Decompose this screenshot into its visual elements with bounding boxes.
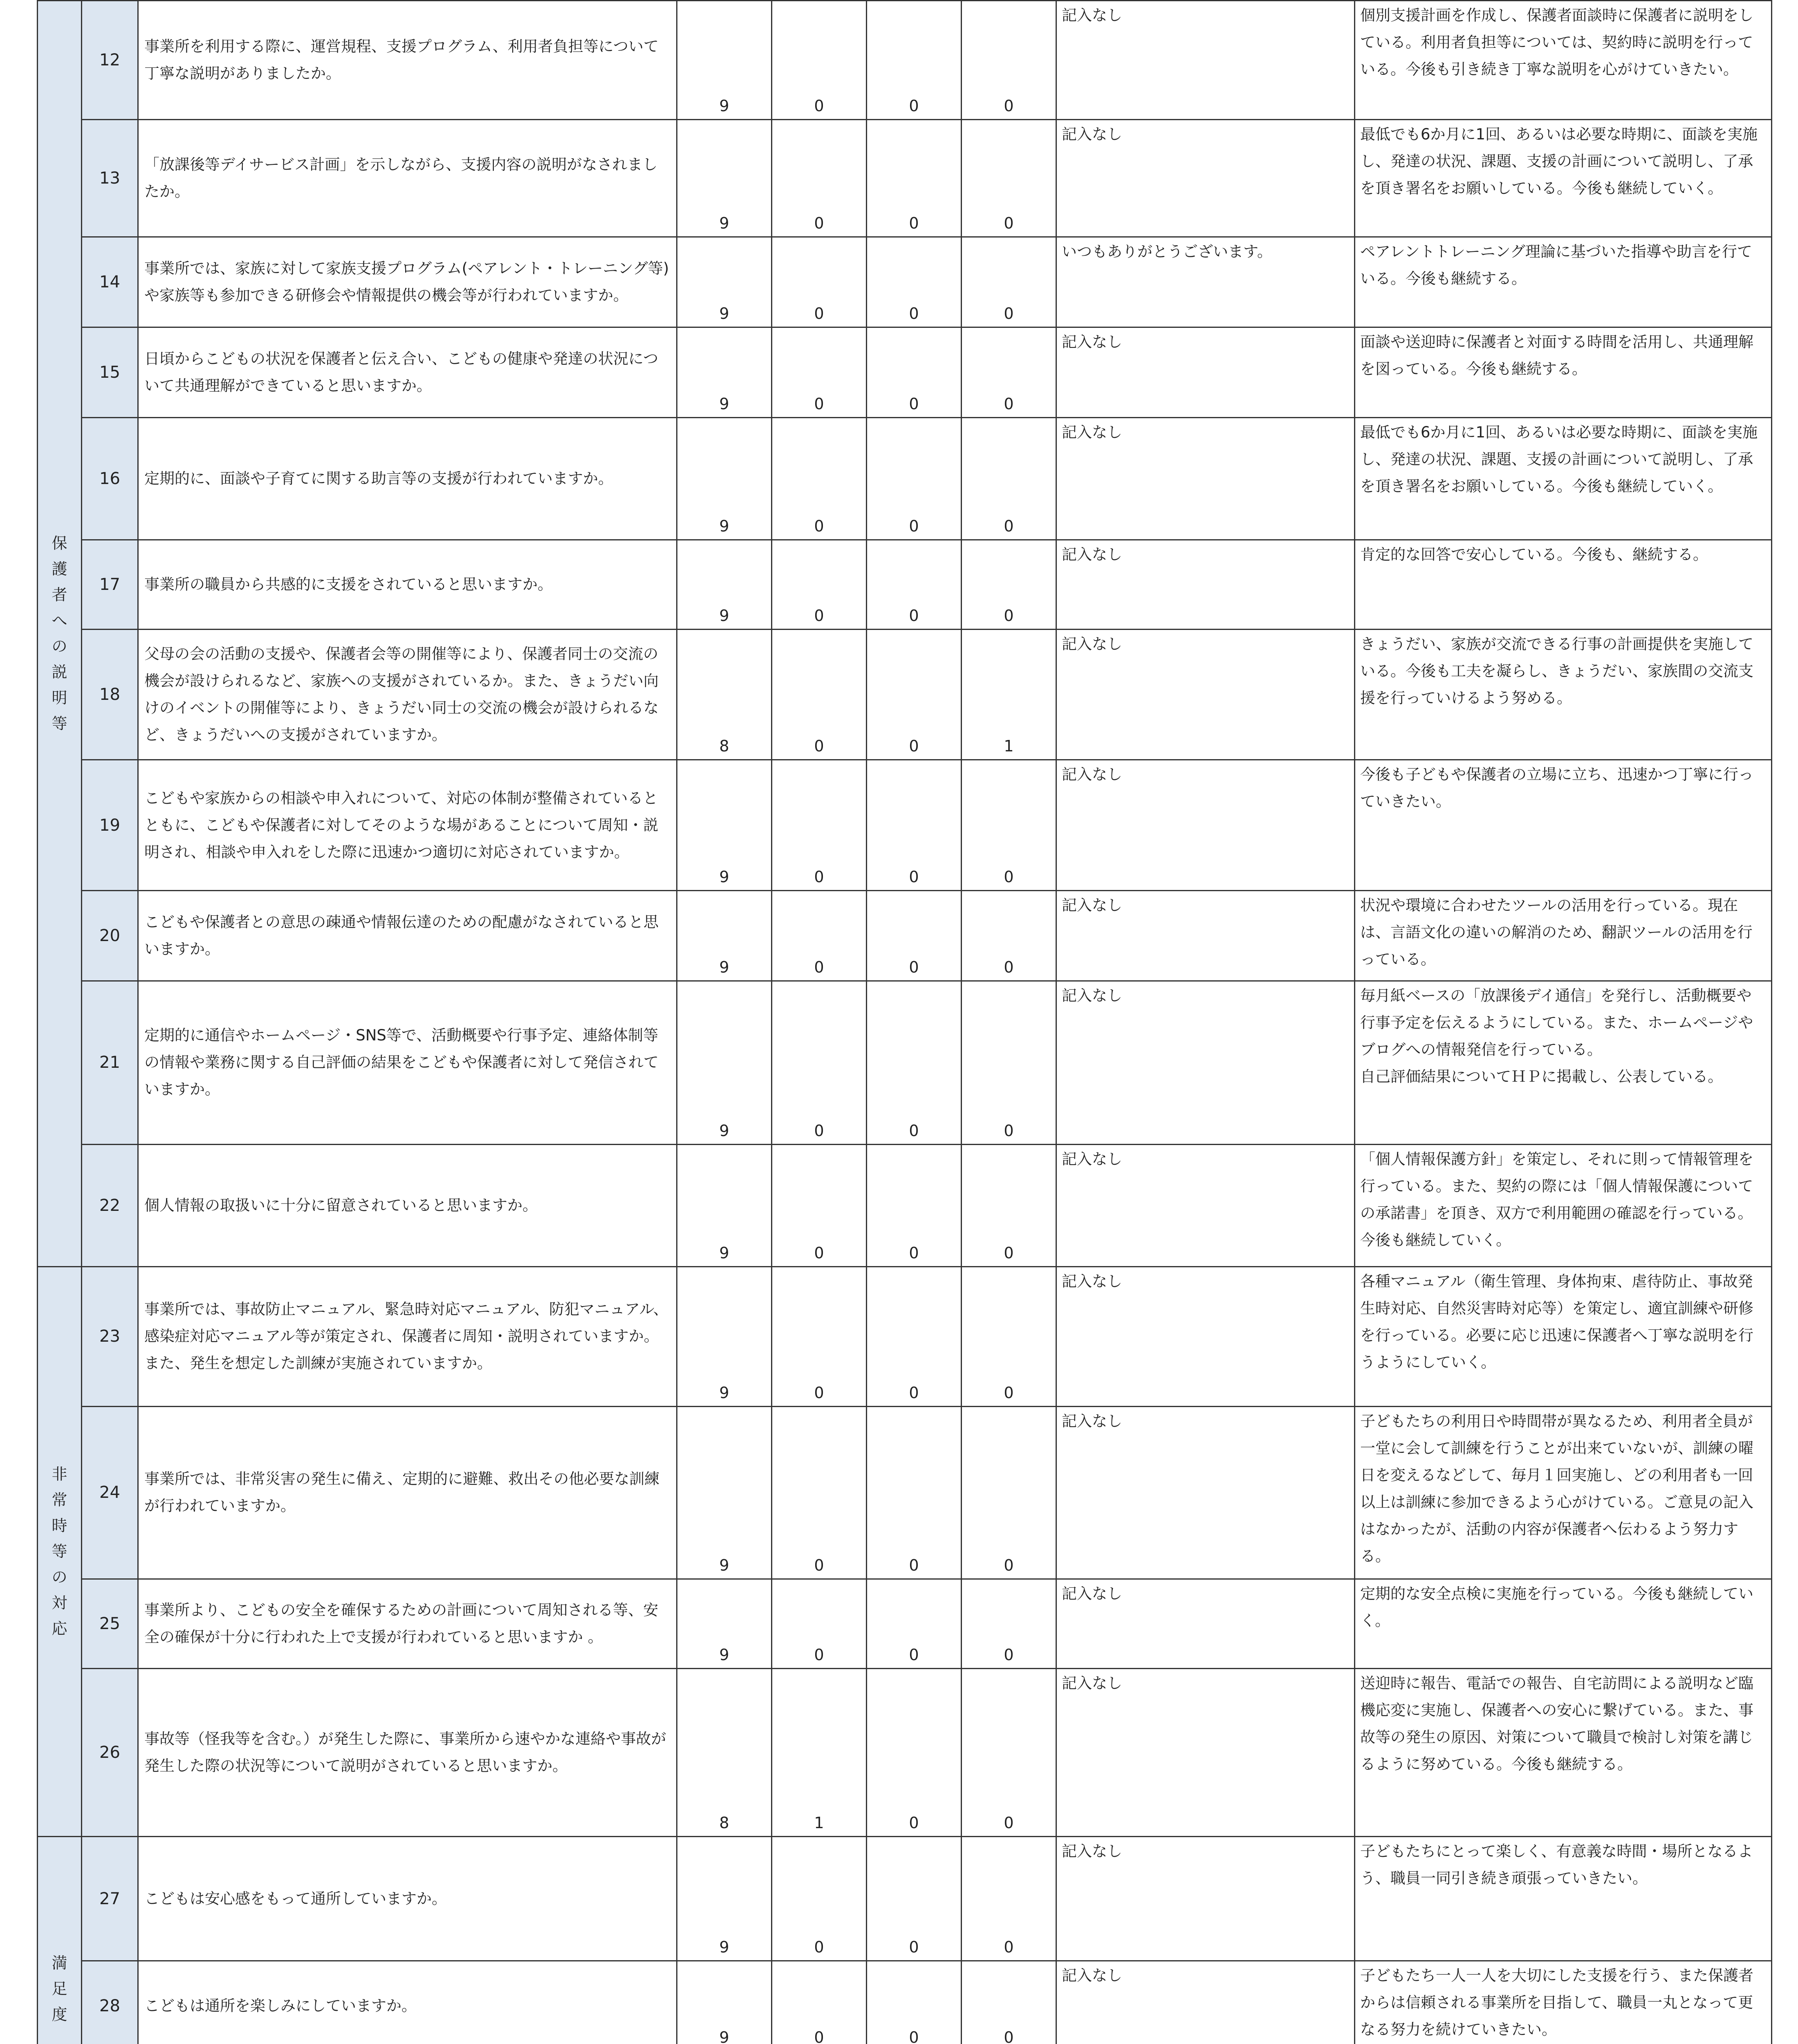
answer-count-cell [867,760,962,890]
table-row [38,1,1772,120]
facility-response-cell [1355,1144,1772,1266]
parent-comment-cell [1056,327,1355,417]
question-text: 定期的に、面談や子育てに関する助言等の支援が行われていますか。 [144,469,613,487]
facility-response-cell [1355,417,1772,540]
answer-count: 0 [909,737,919,755]
parent-comment: 記入なし [1062,7,1122,24]
parent-comment-cell [1056,1,1355,120]
facility-response: 定期的な安全点検に実施を行っている。今後も継続していく。 [1360,1585,1753,1629]
category-label: 満足度 [52,1954,67,2024]
answer-count-cell [677,327,772,417]
table-row [38,540,1772,629]
answer-count: 0 [909,1121,919,1140]
question-number: 17 [82,540,138,629]
answer-count: 9 [719,1556,729,1574]
answer-count: 0 [814,867,824,886]
answer-count-cell [677,1579,772,1668]
answer-count: 0 [814,97,824,115]
answer-count: 0 [1004,606,1014,625]
question-text: 日頃からこどもの状況を保護者と伝え合い、こどもの健康や発達の状況について共通理解ができていると思いますか。 [144,350,659,394]
question-cell [138,1961,677,2044]
facility-response-cell [1355,981,1772,1144]
answer-count-cell [677,1144,772,1266]
answer-count-cell [867,1,962,120]
answer-count-cell [772,1267,867,1407]
answer-count: 0 [1004,214,1014,232]
answer-count-cell [962,237,1056,327]
answer-count-cell [677,1837,772,1961]
answer-count: 0 [814,1383,824,1402]
question-number: 12 [82,1,138,120]
answer-count-cell [867,1406,962,1579]
answer-count-cell [677,1267,772,1407]
facility-response-cell [1355,120,1772,237]
answer-count: 1 [814,1814,824,1832]
answer-count-cell [962,1668,1056,1837]
answer-count: 0 [1004,517,1014,535]
table-row [38,120,1772,237]
answer-count: 0 [814,958,824,976]
answer-count: 0 [1004,1556,1014,1574]
question-text: 事業所では、非常災害の発生に備え、定期的に避難、救出その他必要な訓練が行われていますか。 [144,1470,660,1515]
facility-response: 最低でも6か月に1回、あるいは必要な時期に、面談を実施し、発達の状況、課題、支援の計画について説明し、了承を頂き署名をお願いしている。今後も継続していく。 [1360,126,1758,197]
question-number: 23 [82,1267,138,1407]
facility-response: 今後も子どもや保護者の立場に立ち、迅速かつ丁寧に行っていきたい。 [1360,766,1753,811]
answer-count: 0 [909,394,919,413]
parent-comment-cell [1056,1837,1355,1961]
answer-count-cell [962,890,1056,981]
facility-response: 「個人情報保護方針」を策定し、それに則って情報管理を行っている。また、契約の際には「個人情報保護についての承諾書」を頂き、双方で利用範囲の確認を行っている。今後も継続していく。 [1360,1150,1753,1249]
table-row [38,760,1772,890]
question-text: 事業所の職員から共感的に支援をされていると思いますか。 [144,575,553,593]
answer-count-cell [867,327,962,417]
answer-count: 0 [814,304,824,323]
answer-count: 0 [909,1244,919,1262]
answer-count: 9 [719,304,729,323]
answer-count: 0 [909,958,919,976]
answer-count: 8 [719,1814,729,1832]
facility-response-cell [1355,1267,1772,1407]
question-number: 14 [82,237,138,327]
parent-comment: 記入なし [1062,423,1122,441]
question-number: 13 [82,120,138,237]
parent-comment-cell [1056,981,1355,1144]
parent-comment: 記入なし [1062,896,1122,914]
answer-count-cell [677,540,772,629]
answer-count: 0 [1004,1121,1014,1140]
answer-count-cell [677,890,772,981]
facility-response-cell [1355,327,1772,417]
question-text: こどもや家族からの相談や申入れについて、対応の体制が整備されているとともに、こどもや保護者に対してそのような場があることについて周知・説明され、相談や申入れをした際に迅速かつ適切に対応されていますか。 [144,789,659,861]
answer-count-cell [772,417,867,540]
parent-comment: 記入なし [1062,1585,1122,1602]
facility-response-cell [1355,1,1772,120]
parent-comment-cell [1056,1267,1355,1407]
table-row [38,1837,1772,1961]
answer-count-cell [962,327,1056,417]
facility-response: 状況や環境に合わせたツールの活用を行っている。現在は、言語文化の違いの解消のため、翻訳ツールの活用を行っている。 [1360,896,1753,968]
answer-count-cell [962,1837,1056,1961]
question-cell [138,540,677,629]
question-number: 22 [82,1144,138,1266]
answer-count: 0 [814,1645,824,1664]
answer-count: 0 [1004,958,1014,976]
parent-comment-cell [1056,1668,1355,1837]
answer-count: 0 [1004,1938,1014,1956]
facility-response-cell [1355,1579,1772,1668]
answer-count: 0 [814,517,824,535]
answer-count-cell [677,120,772,237]
question-number: 18 [82,629,138,760]
answer-count: 0 [909,1383,919,1402]
facility-response-cell [1355,1668,1772,1837]
answer-count: 9 [719,2028,729,2044]
answer-count-cell [772,237,867,327]
answer-count-cell [677,981,772,1144]
answer-count-cell [772,760,867,890]
answer-count: 0 [814,606,824,625]
question-number: 16 [82,417,138,540]
question-number: 20 [82,890,138,981]
category-label: 保護者への説明等 [52,534,67,733]
answer-count: 9 [719,1645,729,1664]
answer-count-cell [772,327,867,417]
facility-response: 子どもたちにとって楽しく、有意義な時間・場所となるよう、職員一同引き続き頑張っていきたい。 [1360,1842,1753,1887]
answer-count: 0 [1004,1244,1014,1262]
evaluation-rows [38,1,1772,2044]
facility-response-cell [1355,237,1772,327]
answer-count: 0 [814,1556,824,1574]
parent-comment-cell [1056,1406,1355,1579]
answer-count-cell [772,1144,867,1266]
answer-count: 9 [719,958,729,976]
parent-comment: 記入なし [1062,1273,1122,1291]
question-cell [138,1144,677,1266]
category-cell [38,1,82,1267]
table-row [38,1579,1772,1668]
parent-comment-cell [1056,760,1355,890]
facility-response: 子どもたちの利用日や時間帯が異なるため、利用者全員が一堂に会して訓練を行うことが出来ていないが、訓練の曜日を変えるなどして、毎月１回実施し、どの利用者も一回以上は訓練に参加できるよう心がけている。ご意見の記入はなかったが、活動の内容が保護者へ伝わるよう努力する。 [1360,1412,1753,1565]
question-number: 28 [82,1961,138,2044]
parent-comment-cell [1056,417,1355,540]
answer-count-cell [677,1961,772,2044]
parent-comment: 記入なし [1062,1150,1122,1168]
table-row [38,1267,1772,1407]
question-cell [138,1267,677,1407]
answer-count-cell [867,981,962,1144]
answer-count-cell [677,1668,772,1837]
category-cell [38,1267,82,1837]
answer-count: 9 [719,517,729,535]
parent-comment: 記入なし [1062,1842,1122,1860]
question-text: こどもは安心感をもって通所していますか。 [144,1889,447,1907]
answer-count-cell [962,1961,1056,2044]
table-row [38,1668,1772,1837]
answer-count: 0 [909,606,919,625]
parent-comment: 記入なし [1062,1674,1122,1692]
answer-count: 0 [1004,867,1014,886]
parent-comment: 記入なし [1062,333,1122,351]
question-cell [138,327,677,417]
answer-count-cell [962,120,1056,237]
question-cell [138,890,677,981]
question-number: 15 [82,327,138,417]
answer-count-cell [867,1837,962,1961]
parent-comment-cell [1056,890,1355,981]
answer-count: 0 [909,1556,919,1574]
parent-comment: 記入なし [1062,766,1122,784]
answer-count: 9 [719,606,729,625]
evaluation-table [37,0,1772,2044]
table-row [38,417,1772,540]
answer-count-cell [867,1668,962,1837]
table-row [38,890,1772,981]
answer-count-cell [962,1267,1056,1407]
question-text: 事故等（怪我等を含む。）が発生した際に、事業所から速やかな連絡や事故が発生した際の状況等について説明がされていると思いますか。 [144,1730,666,1775]
category-cell [38,1837,82,2044]
answer-count: 9 [719,394,729,413]
answer-count: 0 [909,1814,919,1832]
question-cell [138,760,677,890]
facility-response: 各種マニュアル（衛生管理、身体拘束、虐待防止、事故発生時対応、自然災害時対応等）を策定し、適宜訓練や研修を行っている。必要に応じ迅速に保護者へ丁寧な説明を行うようにしていく。 [1360,1273,1753,1372]
answer-count-cell [772,1837,867,1961]
answer-count-cell [962,1579,1056,1668]
answer-count-cell [677,1,772,120]
question-number: 19 [82,760,138,890]
category-label: 非常時等の対応 [52,1465,67,1638]
parent-comment-cell [1056,1579,1355,1668]
facility-response-cell [1355,1837,1772,1961]
answer-count-cell [772,890,867,981]
question-cell [138,1579,677,1668]
answer-count: 0 [1004,394,1014,413]
parent-comment: 記入なし [1062,635,1122,653]
answer-count-cell [677,237,772,327]
answer-count: 0 [909,517,919,535]
parent-comment-cell [1056,120,1355,237]
answer-count-cell [867,417,962,540]
parent-comment: 記入なし [1062,126,1122,143]
answer-count: 0 [909,304,919,323]
answer-count: 0 [814,1938,824,1956]
answer-count-cell [962,629,1056,760]
answer-count-cell [867,120,962,237]
table-row [38,1144,1772,1266]
answer-count: 0 [909,867,919,886]
facility-response: 子どもたち一人一人を大切にした支援を行う、また保護者からは信頼される事業所を目指して、職員一丸となって更なる努力を続けていきたい。 [1360,1966,1753,2038]
answer-count-cell [677,760,772,890]
answer-count-cell [867,237,962,327]
facility-response-cell [1355,890,1772,981]
answer-count-cell [772,1579,867,1668]
parent-comment-cell [1056,540,1355,629]
table-row [38,327,1772,417]
table-row [38,1961,1772,2044]
question-text: 父母の会の活動の支援や、保護者会等の開催等により、保護者同士の交流の機会が設けられるなど、家族への支援がされているか。また、きょうだい向けのイベントの開催等により、きょうだい同士の交流の機会が設けられるなど、きょうだいへの支援がされていますか。 [144,645,659,744]
facility-response: ペアレントトレーニング理論に基づいた指導や助言を行ている。今後も継続する。 [1360,242,1752,287]
facility-response: 肯定的な回答で安心している。今後も、継続する。 [1360,545,1708,563]
parent-comment-cell [1056,1144,1355,1266]
answer-count-cell [962,1406,1056,1579]
table-row [38,981,1772,1144]
question-cell [138,120,677,237]
answer-count-cell [962,1,1056,120]
answer-count: 0 [814,394,824,413]
parent-comment: 記入なし [1062,1966,1122,1984]
question-number: 25 [82,1579,138,1668]
answer-count: 0 [814,2028,824,2044]
question-cell [138,1406,677,1579]
answer-count: 0 [1004,304,1014,323]
answer-count: 9 [719,1383,729,1402]
parent-comment: 記入なし [1062,545,1122,563]
answer-count: 0 [1004,1814,1014,1832]
answer-count-cell [867,1579,962,1668]
answer-count: 8 [719,737,729,755]
parent-comment: 記入なし [1062,1412,1122,1430]
answer-count-cell [867,1961,962,2044]
parent-comment-cell [1056,629,1355,760]
answer-count-cell [772,1668,867,1837]
facility-response: 個別支援計画を作成し、保護者面談時に保護者に説明をしている。利用者負担等については、契約時に説明を行っている。今後も引き続き丁寧な説明を心がけていきたい。 [1360,7,1753,78]
answer-count: 9 [719,867,729,886]
answer-count: 9 [719,214,729,232]
facility-response-cell [1355,760,1772,890]
parent-comment: 記入なし [1062,986,1122,1004]
question-text: こどもは通所を楽しみにしていますか。 [144,1997,417,2015]
facility-response: きょうだい、家族が交流できる行事の計画提供を実施している。今後も工夫を凝らし、きょうだい、家族間の交流支援を行っていけるよう努める。 [1360,635,1753,707]
answer-count-cell [867,1267,962,1407]
question-text: 事業所より、こどもの安全を確保するための計画について周知される等、安全の確保が十分に行われた上で支援が行われていると思いますか 。 [144,1601,659,1646]
question-text: 事業所を利用する際に、運営規程、支援プログラム、利用者負担等について丁寧な説明がありましたか。 [144,38,659,83]
parent-comment: いつもありがとうございます。 [1062,242,1273,260]
question-cell [138,1668,677,1837]
answer-count: 0 [1004,1383,1014,1402]
answer-count: 0 [1004,97,1014,115]
question-number: 24 [82,1406,138,1579]
answer-count-cell [962,1144,1056,1266]
answer-count: 0 [909,214,919,232]
answer-count-cell [677,417,772,540]
answer-count-cell [962,760,1056,890]
facility-response-cell [1355,1961,1772,2044]
answer-count: 9 [719,1121,729,1140]
answer-count: 0 [814,1121,824,1140]
question-number: 21 [82,981,138,1144]
facility-response: 面談や送迎時に保護者と対面する時間を活用し、共通理解を図っている。今後も継続する。 [1360,333,1753,378]
answer-count: 1 [1004,737,1014,755]
answer-count: 9 [719,1244,729,1262]
facility-response-cell [1355,629,1772,760]
answer-count: 0 [909,1938,919,1956]
question-cell [138,629,677,760]
answer-count: 0 [909,2028,919,2044]
question-cell [138,237,677,327]
answer-count-cell [772,1,867,120]
table-row [38,1406,1772,1579]
answer-count: 9 [719,97,729,115]
question-number: 26 [82,1668,138,1837]
question-text: 個人情報の取扱いに十分に留意されていると思いますか。 [144,1196,538,1214]
answer-count: 0 [1004,2028,1014,2044]
answer-count: 0 [814,214,824,232]
answer-count-cell [962,417,1056,540]
answer-count-cell [772,1961,867,2044]
answer-count-cell [772,981,867,1144]
answer-count-cell [962,981,1056,1144]
answer-count-cell [867,629,962,760]
answer-count: 0 [814,737,824,755]
answer-count-cell [867,540,962,629]
facility-response-cell [1355,540,1772,629]
answer-count: 0 [909,97,919,115]
parent-comment-cell [1056,1961,1355,2044]
answer-count-cell [772,540,867,629]
answer-count: 0 [1004,1645,1014,1664]
facility-response: 最低でも6か月に1回、あるいは必要な時期に、面談を実施し、発達の状況、課題、支援の計画について説明し、了承を頂き署名をお願いしている。今後も継続していく。 [1360,423,1758,495]
answer-count: 0 [814,1244,824,1262]
answer-count-cell [772,629,867,760]
answer-count-cell [772,120,867,237]
answer-count-cell [677,629,772,760]
question-cell [138,1,677,120]
question-cell [138,417,677,540]
answer-count-cell [772,1406,867,1579]
question-text: 「放課後等デイサービス計画」を示しながら、支援内容の説明がなされましたか。 [144,155,658,200]
question-text: こどもや保護者との意思の疎通や情報伝達のための配慮がなされていると思いますか。 [144,913,659,958]
question-text: 事業所では、家族に対して家族支援プログラム(ペアレント・トレーニング等)や家族等も参加できる研修会や情報提供の機会等が行われていますか。 [144,259,669,304]
table-row [38,629,1772,760]
question-cell [138,1837,677,1961]
parent-comment-cell [1056,237,1355,327]
answer-count: 0 [909,1645,919,1664]
facility-response-cell [1355,1406,1772,1579]
question-text: 定期的に通信やホームページ・SNS等で、活動概要や行事予定、連絡体制等の情報や業務に関する自己評価の結果をこどもや保護者に対して発信されていますか。 [144,1026,659,1098]
answer-count-cell [962,540,1056,629]
answer-count: 9 [719,1938,729,1956]
facility-response: 送迎時に報告、電話での報告、自宅訪問による説明など臨機応変に実施し、保護者への安心に繋げている。また、事故等の発生の原因、対策について職員で検討し対策を講じるように努めている。今後も継続する。 [1360,1674,1753,1773]
question-cell [138,981,677,1144]
table-row [38,237,1772,327]
answer-count-cell [867,890,962,981]
question-number: 27 [82,1837,138,1961]
facility-response: 毎月紙ベースの「放課後デイ通信」を発行し、活動概要や行事予定を伝えるようにしている。また、ホームページやブログへの情報発信を行っている。 自己評価結果についてＨＰに掲載し、公表している。 [1360,986,1753,1085]
answer-count-cell [867,1144,962,1266]
answer-count-cell [677,1406,772,1579]
question-text: 事業所では、事故防止マニュアル、緊急時対応マニュアル、防犯マニュアル、感染症対応マニュアル等が策定され、保護者に周知・説明されていますか。また、発生を想定した訓練が実施されていますか。 [144,1300,668,1372]
